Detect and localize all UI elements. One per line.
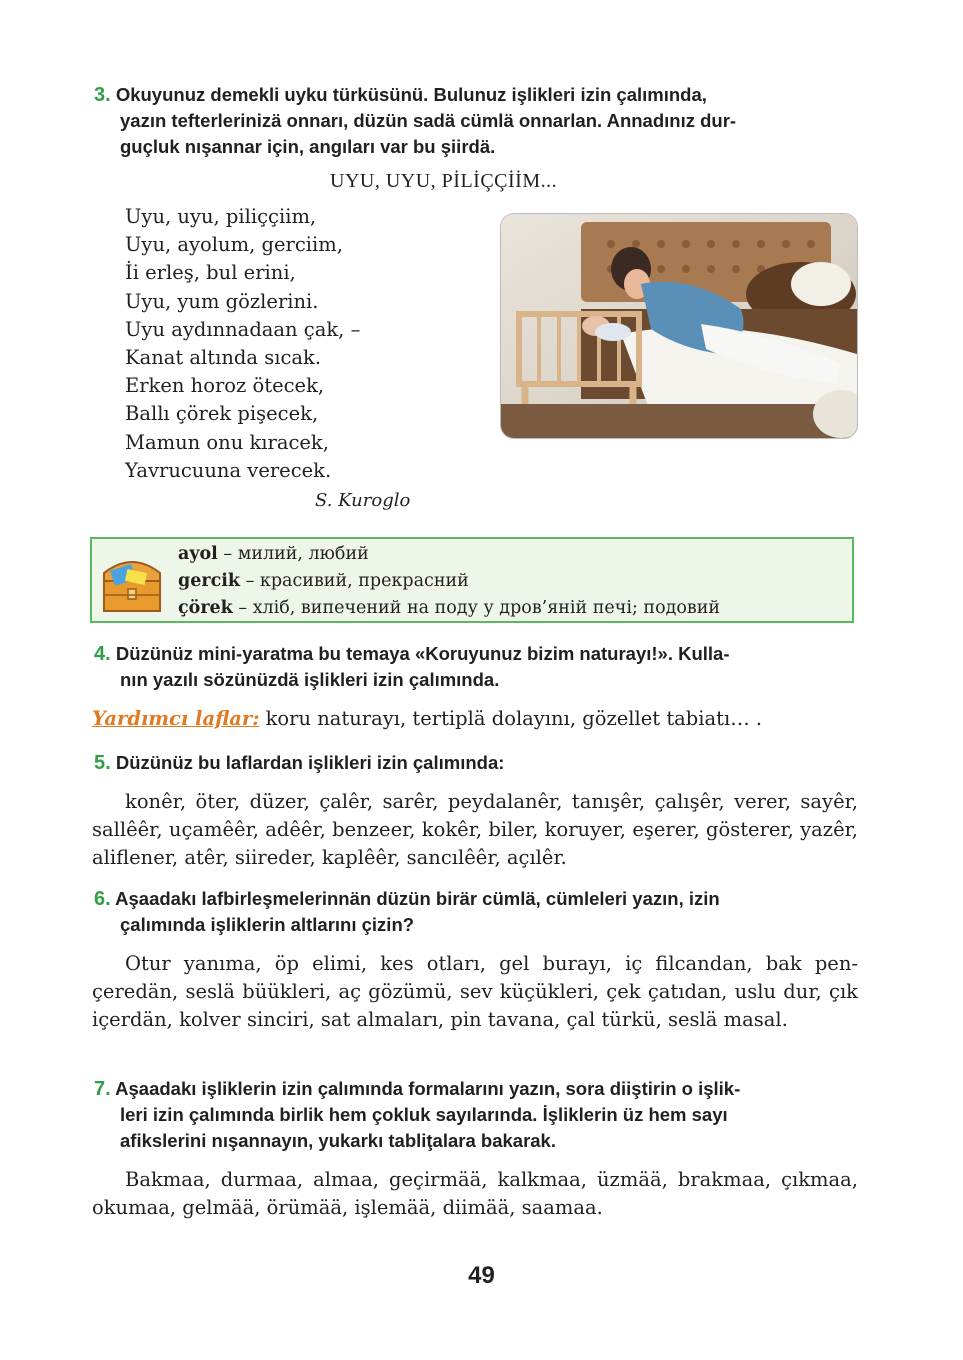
task-number: 3.: [94, 84, 111, 106]
task-5-line-1: Düzünüz bu laflardan işlikleri izin çalımında:: [115, 752, 505, 773]
glossary-entries: [178, 541, 720, 622]
task-7: [94, 1076, 858, 1154]
page-number: 49: [468, 1262, 495, 1289]
task-6-phrases: Otur yanıma, öp elimi, kes otları, gel burayı, iç filcandan, bak pençeredän, seslä büükleri, aç gözümü, sev küçükleri, çek çatıdan, uslu dur, çık içerdän, kolver sinciri, sat almaları, pin tavana, çal türkü, seslä masal.: [92, 952, 858, 1031]
task-6-line-2: çalımında işliklerin altlarını çizin?: [120, 914, 415, 935]
task-6-line-1: Aşaadakı lafbirleşmelerinnän düzün birär cümlä, cümleleri yazın, izin: [115, 888, 720, 909]
task-7-line-2: leri izin çalımında birlik hem çokluk sayılarında. İşliklerin üz hem sayı: [120, 1104, 728, 1125]
glossary-definition: – красивий, прекрасний: [240, 571, 469, 591]
task-4-line-2: nın yazılı sözünüzdä işlikleri izin çalımında.: [120, 669, 500, 690]
glossary-word: çörek: [178, 598, 233, 618]
glossary-entry: [178, 568, 720, 595]
poem-line: Mamun onu kıracek,: [125, 430, 329, 454]
photo-illustration: [501, 214, 857, 438]
poem-line: Uyu aydınnadaan çak, –: [125, 317, 361, 341]
task-4-line-1: Düzünüz mini-yaratma bu temaya «Koruyunuz bizim naturayı!». Kulla-: [115, 643, 730, 664]
helper-words: [92, 705, 862, 733]
task-7-line-3: afikslerini nışannayın, yukarkı tabliţalara bakarak.: [120, 1130, 556, 1151]
poem-line: İi erleş, bul erini,: [125, 261, 296, 285]
task-number: 6.: [94, 888, 111, 910]
glossary-word: ayol: [178, 544, 218, 564]
poem-line: Uyu, uyu, piliççiim,: [125, 205, 317, 228]
glossary-word: gercik: [178, 571, 241, 591]
task-number: 7.: [94, 1078, 111, 1100]
poem-line: Ballı çörek pişecek,: [125, 402, 319, 426]
helper-text: koru naturayı, tertiplä dolayını, gözellet tabiatı… .: [259, 707, 763, 730]
glossary-definition: – хліб, випечений на поду у дров’яній печі; подовий: [232, 598, 721, 618]
glossary-box: [90, 537, 854, 623]
task-7-verbs: Bakmaa, durmaa, almaa, geçirmää, kalkmaa, üzmää, brakmaa, çıkmaa, okumaa, gelmää, örümää, işlemää, diimää, saamaa.: [92, 1168, 858, 1219]
poem-line: Erken horoz ötecek,: [125, 374, 325, 398]
mother-baby-crib-photo: [500, 213, 858, 439]
poem-line: Uyu, ayolum, gerciim,: [125, 233, 343, 257]
task-7-line-1: Aşaadakı işliklerin izin çalımında formalarını yazın, sora diiştirin o işlik-: [115, 1078, 741, 1099]
task-4: [94, 641, 858, 693]
glossary-entry: [178, 541, 720, 568]
poem-line: Yavrucuuna verecek.: [125, 458, 332, 482]
helper-label: Yardımcı laflar:: [92, 707, 260, 730]
poem-author: S. Kuroglo: [315, 490, 411, 511]
treasure-chest-icon: [98, 545, 166, 617]
task-3-line-1: Okuyunuz demekli uyku türküsünü. Bulunuz işlikleri izin çalımında,: [115, 84, 707, 105]
task-5: [94, 750, 858, 776]
task-3: [94, 82, 858, 160]
task-number: 4.: [94, 643, 111, 665]
poem-title: UYU, UYU, PİLİÇÇİİM...: [330, 170, 558, 192]
poem-line: Kanat altında sıcak.: [125, 346, 322, 370]
poem: [125, 203, 485, 485]
task-6: [94, 886, 858, 938]
poem-line: Uyu, yum gözlerini.: [125, 289, 319, 313]
glossary-definition: – милий, любий: [217, 544, 369, 564]
task-3-line-3: guçluk nışannar için, angıları var bu şiirdä.: [120, 136, 496, 157]
task-number: 5.: [94, 752, 111, 774]
task-5-words: konêr, öter, düzer, çalêr, sarêr, peydalanêr, tanışêr, çalışêr, verer, sayêr, sallêêr, uçamêêr, adêêr, benzeer, kokêr, biler, koruyer, eşerer, gösterer, yazêr, aliflener, atêr, siireder, kaplêêr, sancılêêr, açılêr.: [92, 790, 858, 869]
task-3-line-2: yazın tefterlerinizä onnarı, düzün sadä cümlä onnarlan. Annadınız dur-: [120, 110, 737, 131]
glossary-entry: [178, 595, 720, 622]
